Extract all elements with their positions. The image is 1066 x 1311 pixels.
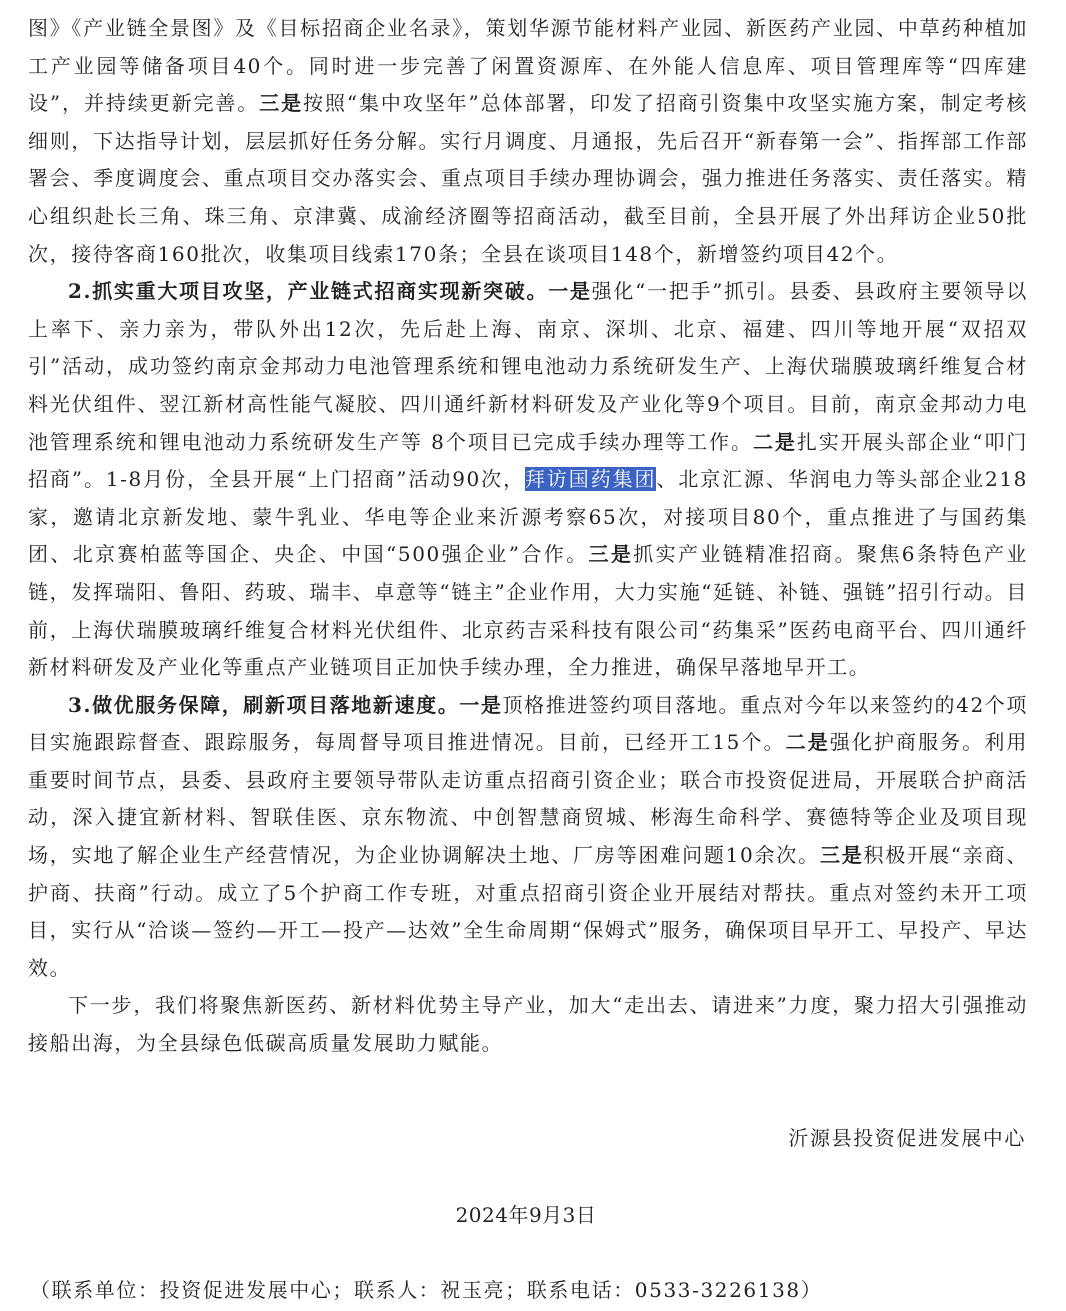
contact-info: （联系单位：投资促进发展中心；联系人：祝玉亮；联系电话：0533-3226138） (30, 1278, 823, 1302)
selected-text-highlight[interactable]: 拜访国药集团 (524, 467, 657, 492)
signature-organization: 沂源县投资促进发展中心 (788, 1126, 1026, 1150)
paragraph-2 (28, 273, 1028, 687)
paragraph-1-text-b: 按照“集中攻坚年”总体部署，印发了招商引资集中攻坚实施方案，制定考核细则，下达指导计划，层层抓好任务分解。实行月调度、月通报，先后召开“新春第一会”、指挥部工作部署会、季度调度会、重点项目交办落实会、重点项目手续办理协调会，强力推进任务落实、责任落实。精心组织赴长三角、珠三角、京津冀、成渝经济圈等招商活动，截至目前，全县开展了外出拜访企业50批次，接待客商160批次，收集项目线索170条；全县在谈项目148个，新增签约项目42个。 (28, 91, 1029, 266)
paragraph-2-text-d: 抓实产业链精准招商。聚焦6条特色产业链，发挥瑞阳、鲁阳、药玻、瑞丰、卓意等“链主”企业作用，大力实施“延链、补链、强链”招引行动。目前，上海伏瑞膜玻璃纤维复合材料光伏组件、北京药吉采科技有限公司“药集采”医药电商平台、四川通纤新材料研发及产业化等重点产业链项目正加快手续办理，全力推进，确保早落地早开工。 (28, 542, 1029, 680)
paragraph-2-marker-2: 二是 (752, 429, 797, 454)
paragraph-3-marker-3: 三是 (819, 843, 864, 868)
paragraph-3-text-b: 强化护商服务。利用重要时间节点，县委、县政府主要领导带队走访重点招商引资企业；联合市投资促进局，开展联合护商活动，深入捷宜新材料、智联佳医、京东物流、中创智慧商贸城、彬海生命科学、赛德特等企业及项目现场，实地了解企业生产经营情况，为企业协调解决土地、厂房等困难问题10余次。 (28, 730, 1029, 868)
paragraph-3-heading: 3.做优服务保障，刷新项目落地新速度。 (68, 692, 460, 717)
paragraph-2-heading: 2.抓实重大项目攻坚，产业链式招商实现新突破。 (68, 279, 549, 304)
document-date: 2024年9月3日 (455, 1203, 597, 1227)
paragraph-1 (28, 10, 1028, 273)
paragraph-4 (28, 987, 1028, 1062)
paragraph-2-text-b: 扎实开展头部企业“叩门招商”。1-8月份，全县开展“上门招商”活动90次， (28, 429, 1029, 492)
paragraph-3-text-c: 积极开展“亲商、护商、扶商”行动。成立了5个护商工作专班，对重点招商引资企业开展结对帮扶。重点对签约未开工项目，实行从“洽谈—签约—开工—投产—达效”全生命周期“保姆式”服务，确保项目早开工、早投产、早达效。 (28, 843, 1028, 980)
paragraph-3-text-a: 顶格推进签约项目落地。重点对今年以来签约的42个项目实施跟踪督查、跟踪服务，每周督导项目推进情况。目前，已经开工15个。 (28, 692, 1028, 755)
paragraph-1-bold-marker: 三是 (259, 91, 304, 116)
paragraph-3-marker-1: 一是 (459, 692, 503, 717)
document-body (28, 10, 1028, 1063)
paragraph-4-text: 下一步，我们将聚焦新医药、新材料优势主导产业，加大“走出去、请进来”力度，聚力招大引强推动接船出海，为全县绿色低碳高质量发展助力赋能。 (28, 993, 1028, 1056)
paragraph-2-text-a: 强化“一把手”抓引。县委、县政府主要领导以上率下、亲力亲为，带队外出12次，先后赴上海、南京、深圳、北京、福建、四川等地开展“双招双引”活动，成功签约南京金邦动力电池管理系统和锂电池动力系统研发生产、上海伏瑞膜玻璃纤维复合材料光伏组件、翌江新材高性能气凝胶、四川通纤新材料研发及产业化等9个项目。目前，南京金邦动力电池管理系统和锂电池动力系统研发生产等 8个项目已完成手续办理等工作。 (28, 279, 1028, 454)
paragraph-2-marker-1: 一是 (548, 279, 592, 304)
paragraph-2-text-c: 、北京汇源、华润电力等头部企业218家，邀请北京新发地、蒙牛乳业、华电等企业来沂源考察65次，对接项目80个，重点推进了与国药集团、北京赛柏蓝等国企、央企、中国“500强企业”合作。 (28, 467, 1028, 567)
paragraph-1-text-a: 图》《产业链全景图》及《目标招商企业名录》，策划华源节能材料产业园、新医药产业园、中草药种植加工产业园等储备项目40个。同时进一步完善了闲置资源库、在外能人信息库、项目管理库等“四库建设”，并持续更新完善。 (28, 16, 1028, 116)
paragraph-3 (28, 687, 1028, 988)
paragraph-3-marker-2: 二是 (785, 730, 830, 755)
paragraph-2-marker-3: 三是 (588, 542, 634, 567)
